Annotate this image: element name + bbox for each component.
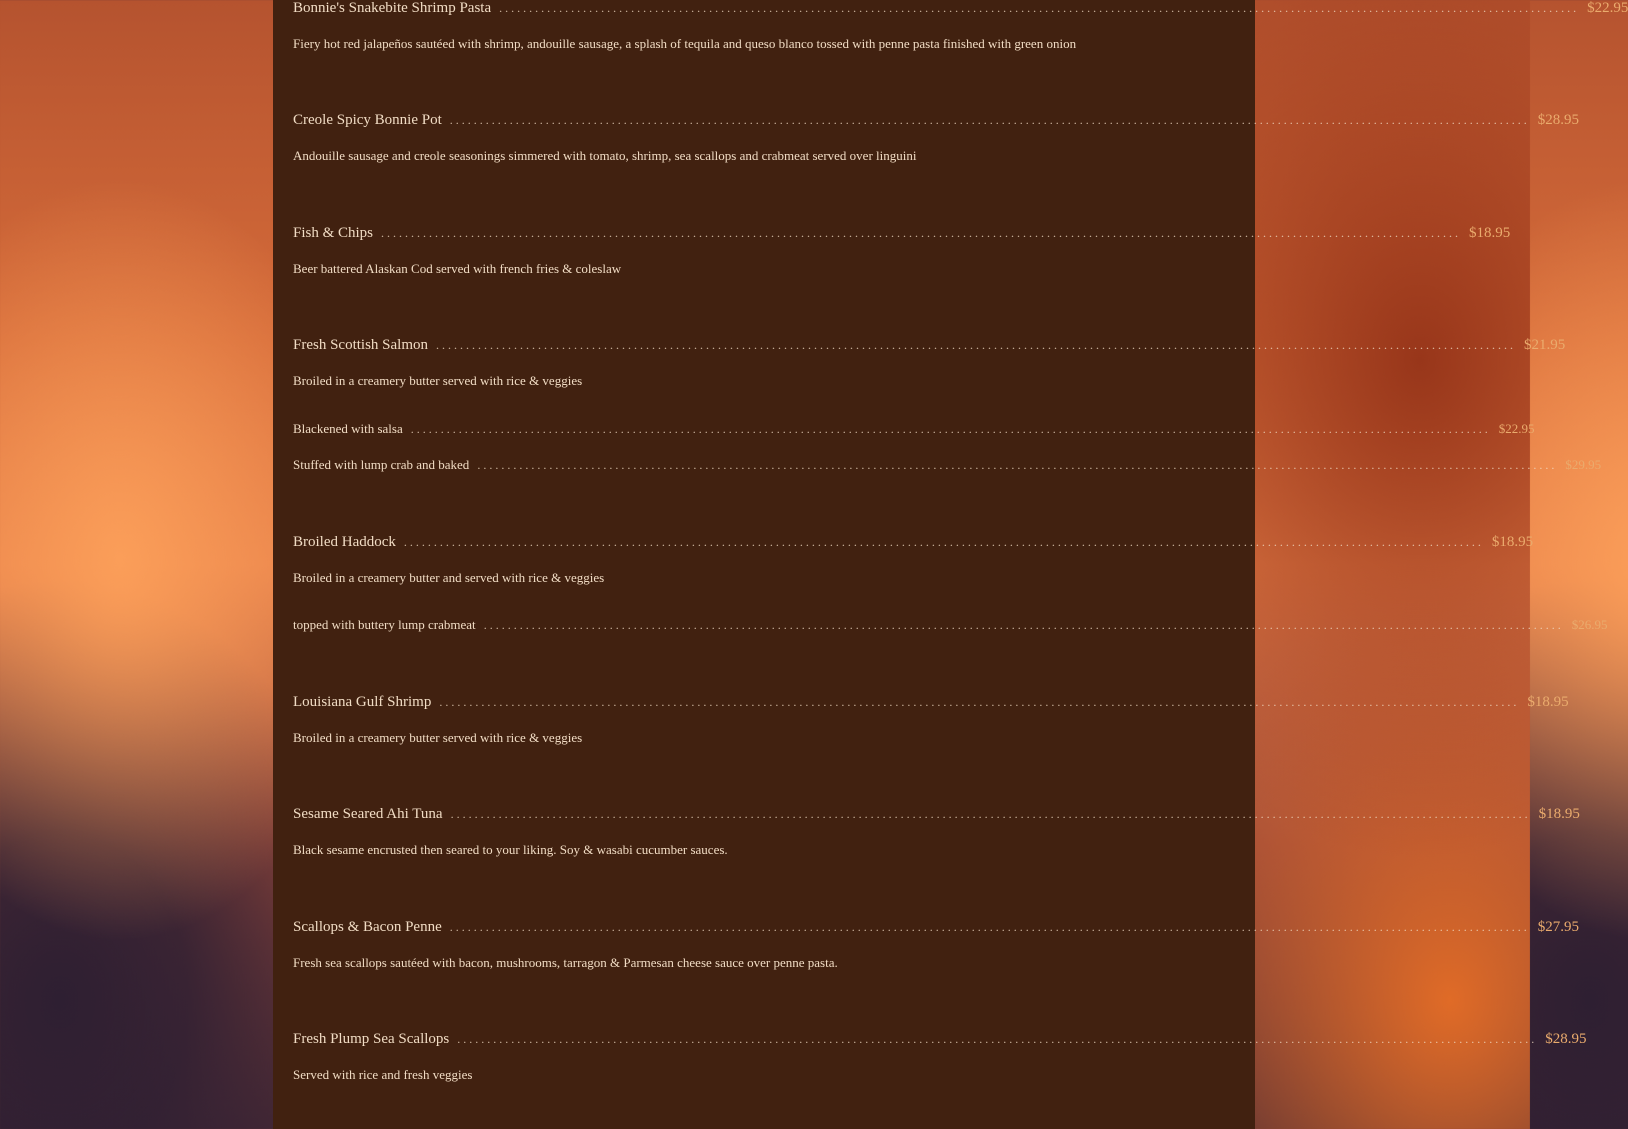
item-price: $28.95	[1545, 1031, 1587, 1047]
option-name: topped with buttery lump crabmeat	[293, 617, 476, 632]
item-name: Louisiana Gulf Shrimp	[293, 694, 432, 710]
item-description: Andouille sausage and creole seasonings simmered with tomato, shrimp, sea scallops and crabmeat served over linguini	[293, 148, 917, 163]
dot-leader: ....................................................................................................................................................................................	[450, 807, 1531, 821]
dot-leader: ....................................................................................................................................................................................	[449, 920, 1530, 934]
menu-item-fresh-scottish-salmon	[293, 337, 1602, 472]
item-title-row	[293, 1031, 1587, 1048]
item-title-row	[293, 806, 1580, 823]
item-name: Creole Spicy Bonnie Pot	[293, 112, 442, 128]
option-price: $22.95	[1498, 421, 1535, 436]
dot-leader: ....................................................................................................................................................................................	[483, 618, 1564, 632]
item-name: Fresh Plump Sea Scallops	[293, 1031, 450, 1047]
item-name: Bonnie's Snakebite Shrimp Pasta	[293, 0, 492, 16]
dot-leader: ....................................................................................................................................................................................	[457, 1032, 1538, 1046]
menu-item-snakebite-shrimp-pasta	[293, 0, 1628, 51]
dot-leader: ....................................................................................................................................................................................	[439, 695, 1520, 709]
menu-item-fish-and-chips	[293, 225, 1511, 276]
item-title-row	[293, 694, 1569, 711]
item-price: $21.95	[1524, 337, 1566, 353]
item-option-row	[293, 617, 1608, 633]
option-price: $29.95	[1565, 457, 1602, 472]
item-description: Beer battered Alaskan Cod served with french fries & coleslaw	[293, 261, 622, 276]
item-title-row	[293, 919, 1579, 936]
menu-item-louisiana-gulf-shrimp	[293, 694, 1569, 745]
dot-leader: ....................................................................................................................................................................................	[436, 338, 1517, 352]
dot-leader: ....................................................................................................................................................................................	[381, 226, 1462, 240]
item-description: Broiled in a creamery butter served with rice & veggies	[293, 373, 583, 388]
menu-item-scallops-bacon-penne	[293, 919, 1579, 970]
item-price: $18.95	[1538, 806, 1580, 822]
item-description: Fresh sea scallops sautéed with bacon, mushrooms, tarragon & Parmesan cheese sauce over penne pasta.	[293, 955, 838, 970]
item-description: Broiled in a creamery butter and served with rice & veggies	[293, 570, 605, 585]
menu-item-broiled-haddock	[293, 534, 1608, 632]
item-price: $18.95	[1469, 225, 1511, 241]
dot-leader: ....................................................................................................................................................................................	[499, 1, 1580, 15]
item-description: Black sesame encrusted then seared to your liking. Soy & wasabi cucumber sauces.	[293, 842, 728, 857]
item-title-row	[293, 337, 1566, 354]
item-title-row	[293, 112, 1579, 129]
option-name: Stuffed with lump crab and baked	[293, 457, 470, 472]
item-title-row	[293, 225, 1511, 242]
item-option-row	[293, 457, 1602, 473]
item-description: Served with rice and fresh veggies	[293, 1067, 473, 1082]
item-price: $28.95	[1537, 112, 1579, 128]
menu-panel	[273, 0, 1628, 1129]
item-title-row	[293, 534, 1534, 551]
item-name: Sesame Seared Ahi Tuna	[293, 806, 443, 822]
item-price: $22.95	[1587, 0, 1628, 16]
dot-leader: ....................................................................................................................................................................................	[403, 535, 1484, 549]
dot-leader: ....................................................................................................................................................................................	[477, 458, 1558, 472]
menu-item-fresh-plump-sea-scallops	[293, 1031, 1587, 1082]
option-name: Blackened with salsa	[293, 421, 403, 436]
item-name: Broiled Haddock	[293, 534, 396, 550]
menu-item-creole-spicy-bonnie-pot	[293, 112, 1579, 163]
option-price: $26.95	[1571, 617, 1608, 632]
menu-item-sesame-seared-ahi-tuna	[293, 806, 1580, 857]
item-price: $27.95	[1537, 919, 1579, 935]
item-name: Fresh Scottish Salmon	[293, 337, 429, 353]
item-name: Fish & Chips	[293, 225, 374, 241]
item-price: $18.95	[1527, 694, 1569, 710]
item-description: Fiery hot red jalapeños sautéed with shrimp, andouille sausage, a splash of tequila and queso blanco tossed with penne pasta finished with green onion	[293, 36, 1077, 51]
dot-leader: ....................................................................................................................................................................................	[410, 422, 1491, 436]
item-option-row	[293, 421, 1535, 437]
item-price: $18.95	[1491, 534, 1534, 550]
dot-leader: ....................................................................................................................................................................................	[449, 113, 1530, 127]
item-description: Broiled in a creamery butter served with rice & veggies	[293, 730, 583, 745]
item-title-row	[293, 0, 1628, 17]
item-name: Scallops & Bacon Penne	[293, 919, 442, 935]
